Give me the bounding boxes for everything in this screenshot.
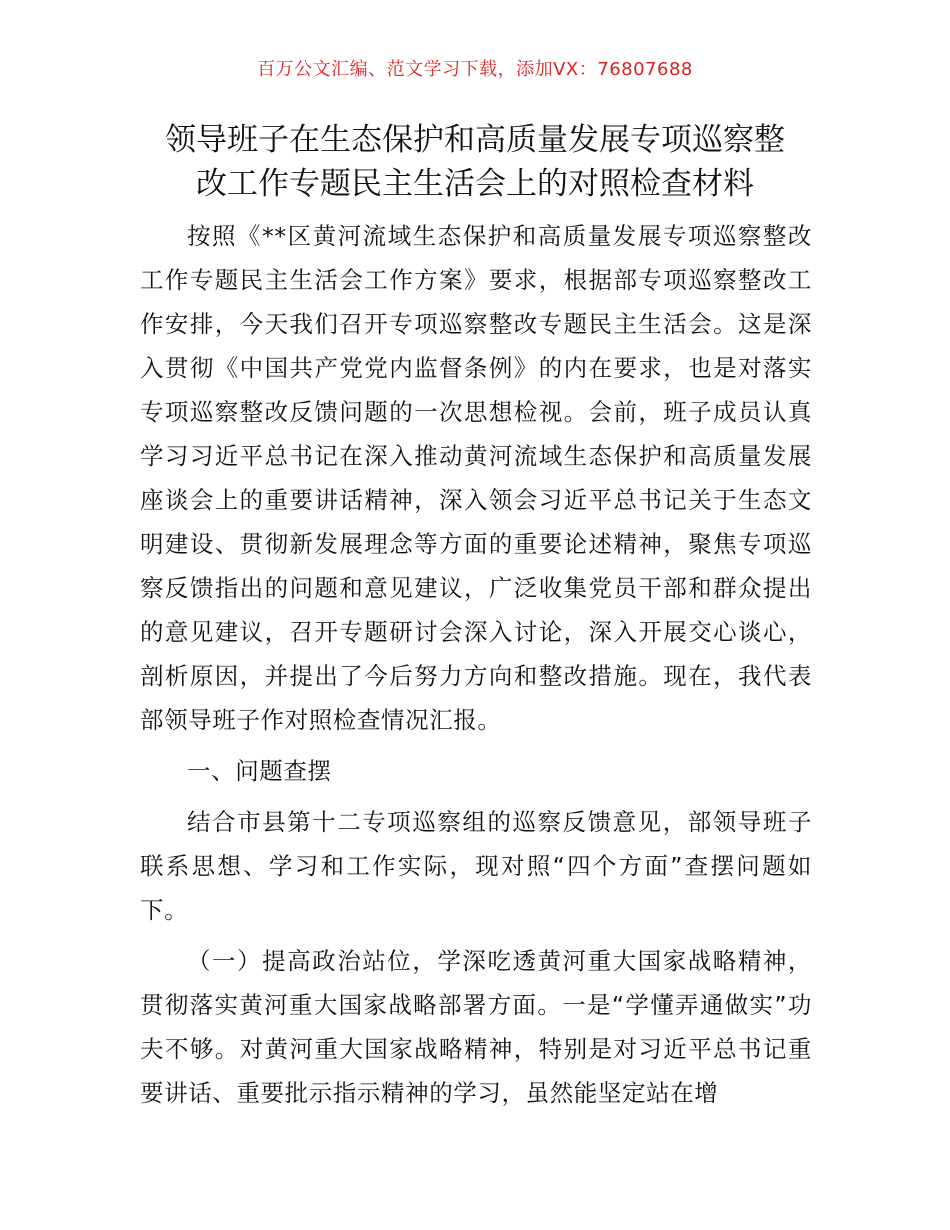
title-line-1: 领导班子在生态保护和高质量发展专项巡察整 [165, 122, 785, 158]
intro-paragraph: 按照《**区黄河流域生态保护和高质量发展专项巡察整改工作专题民主生活会工作方案》要求，根据部专项巡察整改工作安排，今天我们召开专项巡察整改专题民主生活会。这是深入贯彻《中国共产党党内监督条例》的内在要求，也是对落实专项巡察整改反馈问题的一次思想检视。会前，班子成员认真学习习近平总书记在深入推动黄河流域生态保护和高质量发展座谈会上的重要讲话精神，深入领会习近平总书记关于生态文明建设、贯彻新发展理念等方面的重要论述精神，聚焦专项巡察反馈指出的问题和意见建议，广泛收集党员干部和群众提出的意见建议，召开专题研讨会深入讨论，深入开展交心谈心，剖析原因，并提出了今后努力方向和整改措施。现在，我代表部领导班子作对照检查情况汇报。 [140, 222, 812, 734]
document-title [100, 118, 850, 206]
document-body [140, 214, 812, 1115]
promo-header: 百万公文汇编、范文学习下载，添加VX：76807688 [257, 59, 693, 80]
body-paragraph: 结合市县第十二专项巡察组的巡察反馈意见，部领导班子联系思想、学习和工作实际，现对照“四个方面”查摆问题如下。 [140, 808, 812, 924]
body-paragraph: （一）提高政治站位，学深吃透黄河重大国家战略精神，贯彻落实黄河重大国家战略部署方面。一是“学懂弄通做实”功夫不够。对黄河重大国家战略精神，特别是对习近平总书记重要讲话、重要批示指示精神的学习，虽然能坚定站在增 [140, 947, 812, 1107]
section-heading: 一、问题查摆 [187, 757, 332, 785]
title-line-2: 改工作专题民主生活会上的对照检查材料 [196, 166, 754, 202]
